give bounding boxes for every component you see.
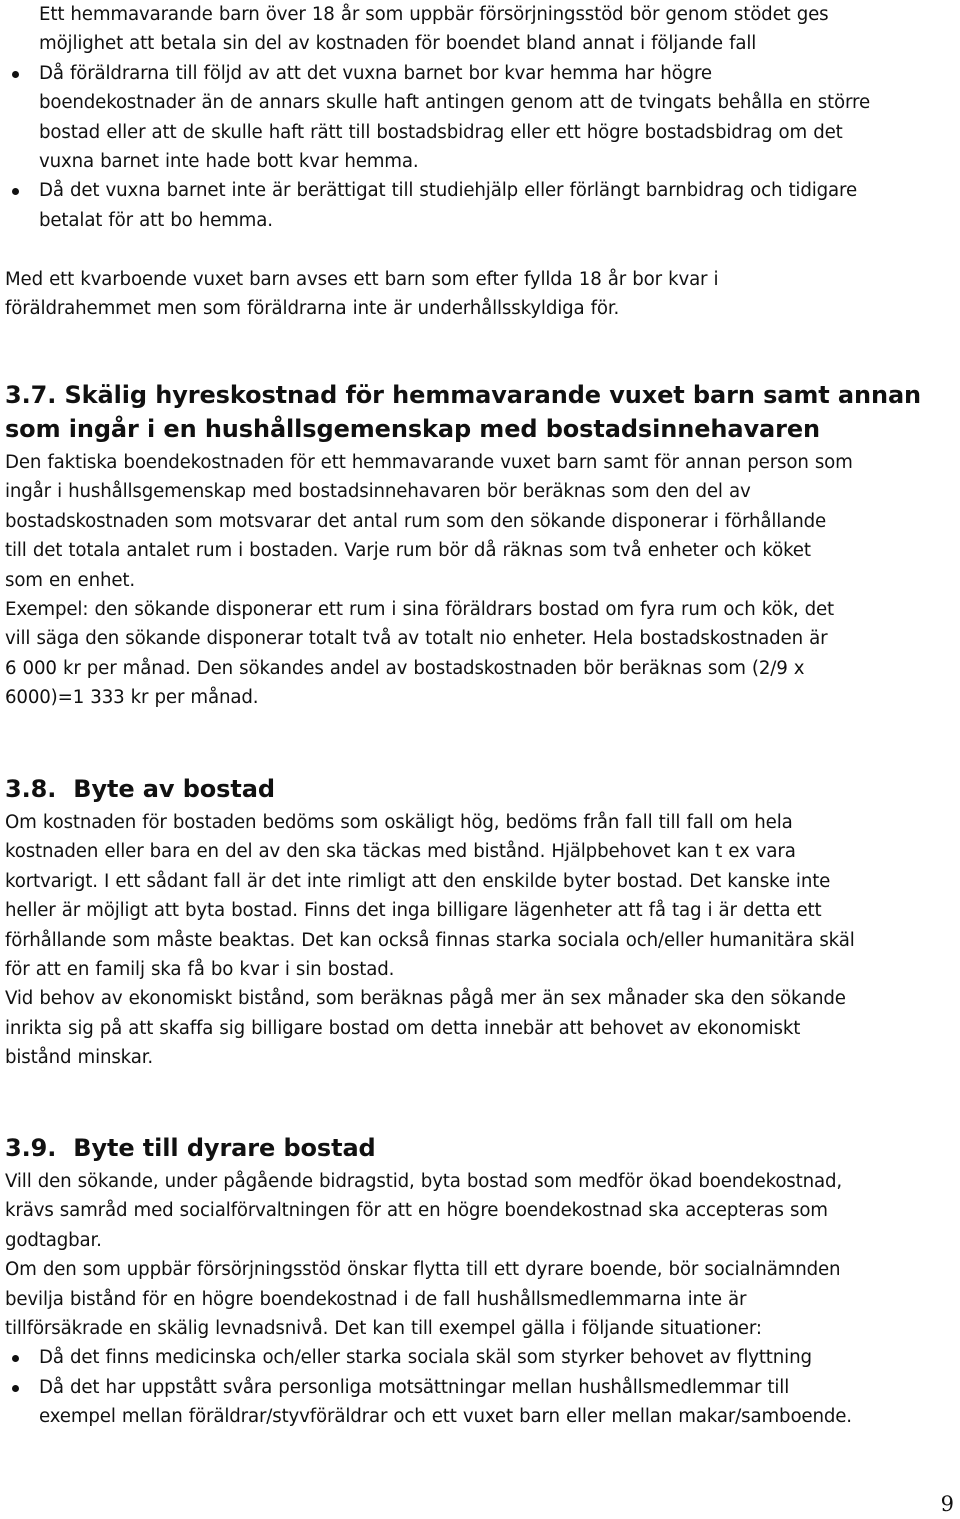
list-item [5,1343,960,1372]
section-number: 3.8. [5,775,57,803]
body-paragraph [5,1167,960,1255]
text-line: godtagbar. [5,1229,102,1251]
text-line: kortvarigt. I ett sådant fall är det inte rimligt att den enskilde byter bostad. Det kanske inte [5,870,831,892]
text-line: boendekostnader än de annars skulle haft antingen genom att de tvingats behålla en större [39,92,870,114]
text-line: tillförsäkrade en skälig levnadsnivå. Det kan till exempel gälla i följande situationer: [5,1318,762,1340]
text-line: Då det finns medicinska och/eller starka sociala skäl som styrker behovet av flyttning [39,1347,812,1369]
bullet-icon [12,188,19,195]
text-line: exempel mellan föräldrar/styvföräldrar och ett vuxet barn eller mellan makar/samboende. [39,1406,852,1428]
text-line: Då föräldrarna till följd av att det vuxna barnet bor kvar hemma har högre [39,62,712,84]
text-line: bostad eller att de skulle haft rätt till bostadsbidrag eller ett högre bostadsbidrag om det [39,121,843,143]
text-line: Med ett kvarboende vuxet barn avses ett barn som efter fyllda 18 år bor kvar i [5,269,719,290]
text-line: bevilja bistånd för en högre boendekostnad i de fall hushållsmedlemmarna inte är [5,1288,747,1310]
text-line: Då det har uppstått svåra personliga motsättningar mellan hushållsmedlemmar till [39,1376,790,1398]
section-number: 3.7. [5,381,57,409]
bullet-icon [12,1355,19,1362]
body-paragraph [5,448,955,595]
text-line: vuxna barnet inte hade bott kvar hemma. [39,151,419,173]
list-item [5,176,955,235]
text-line: förhållande som måste beaktas. Det kan också finnas starka sociala och/eller humanitära skäl [5,929,855,951]
text-line: krävs samråd med socialförvaltningen för att en högre boendekostnad ska accepteras som [5,1200,828,1222]
section-number: 3.9. [5,1134,57,1162]
text-line: till det totala antalet rum i bostaden. Varje rum bör då räknas som två enheter och köket [5,540,811,562]
section-heading [5,378,955,446]
text-line: bostadskostnaden som motsvarar det antal rum som den sökande disponerar i förhållande [5,510,827,532]
text-line: betalat för att bo hemma. [39,209,273,231]
text-line: 6000)=1 333 kr per månad. [5,687,259,709]
section-title: Skälig hyreskostnad för hemmavarande vuxet barn samt annan [64,381,922,409]
definition-paragraph [5,265,955,324]
body-paragraph [5,1255,960,1343]
section-heading [5,772,955,806]
list-item [5,1373,960,1432]
section-3-7 [5,378,955,713]
body-paragraph [5,984,955,1072]
text-line: Om den som uppbär försörjningsstöd önskar flytta till ett dyrare boende, bör socialnämnden [5,1259,841,1281]
section-3-8 [5,772,955,1073]
intro-block [5,0,955,235]
page-number: 9 [940,1492,954,1516]
text-line: Vill den sökande, under pågående bidragstid, byta bostad som medför ökad boendekostnad, [5,1171,843,1192]
section-title: Byte av bostad [73,775,275,803]
section-title: Byte till dyrare bostad [73,1134,376,1162]
text-line: bistånd minskar. [5,1047,154,1069]
intro-paragraph [5,0,955,59]
text-line: Då det vuxna barnet inte är berättigat till studiehjälp eller förlängt barnbidrag och tidigare [39,180,857,202]
text-line: ingår i hushållsgemenskap med bostadsinnehavaren bör beräknas som den del av [5,481,751,503]
text-line: heller är möjligt att byta bostad. Finns det inga billigare lägenheter att få tag i är detta ett [5,900,822,922]
text-line: kostnaden eller bara en del av den ska täckas med bistånd. Hjälpbehovet kan t ex vara [5,841,796,863]
section-3-9 [5,1131,960,1432]
section-title: som ingår i en hushållsgemenskap med bostadsinnehavaren [5,415,821,443]
text-line: Ett hemmavarande barn över 18 år som uppbär försörjningsstöd bör genom stödet ges [39,4,829,25]
text-line: 6 000 kr per månad. Den sökandes andel av bostadskostnaden bör beräknas som (2/9 x [5,657,805,679]
bullet-icon [12,1385,19,1392]
text-line: föräldrahemmet men som föräldrarna inte är underhållsskyldiga för. [5,298,620,320]
text-line: Om kostnaden för bostaden bedöms som oskäligt hög, bedöms från fall till fall om hela [5,812,793,833]
text-line: vill säga den sökande disponerar totalt två av totalt nio enheter. Hela bostadskostnaden är [5,628,828,650]
bullet-icon [12,71,19,78]
text-line: möjlighet att betala sin del av kostnaden för boendet bland annat i följande fall [39,33,757,55]
text-line: Vid behov av ekonomiskt bistånd, som beräknas pågå mer än sex månader ska den sökande [5,988,846,1010]
list-item [5,59,955,177]
text-line: Exempel: den sökande disponerar ett rum i sina föräldrars bostad om fyra rum och kök, det [5,599,835,621]
text-line: som en enhet. [5,569,135,591]
text-line: Den faktiska boendekostnaden för ett hemmavarande vuxet barn samt för annan person som [5,452,853,473]
text-line: inrikta sig på att skaffa sig billigare bostad om detta innebär att behovet av ekonomiskt [5,1017,801,1039]
body-paragraph [5,808,955,984]
text-line: för att en familj ska få bo kvar i sin bostad. [5,959,395,981]
section-heading [5,1131,960,1165]
example-paragraph [5,595,955,713]
